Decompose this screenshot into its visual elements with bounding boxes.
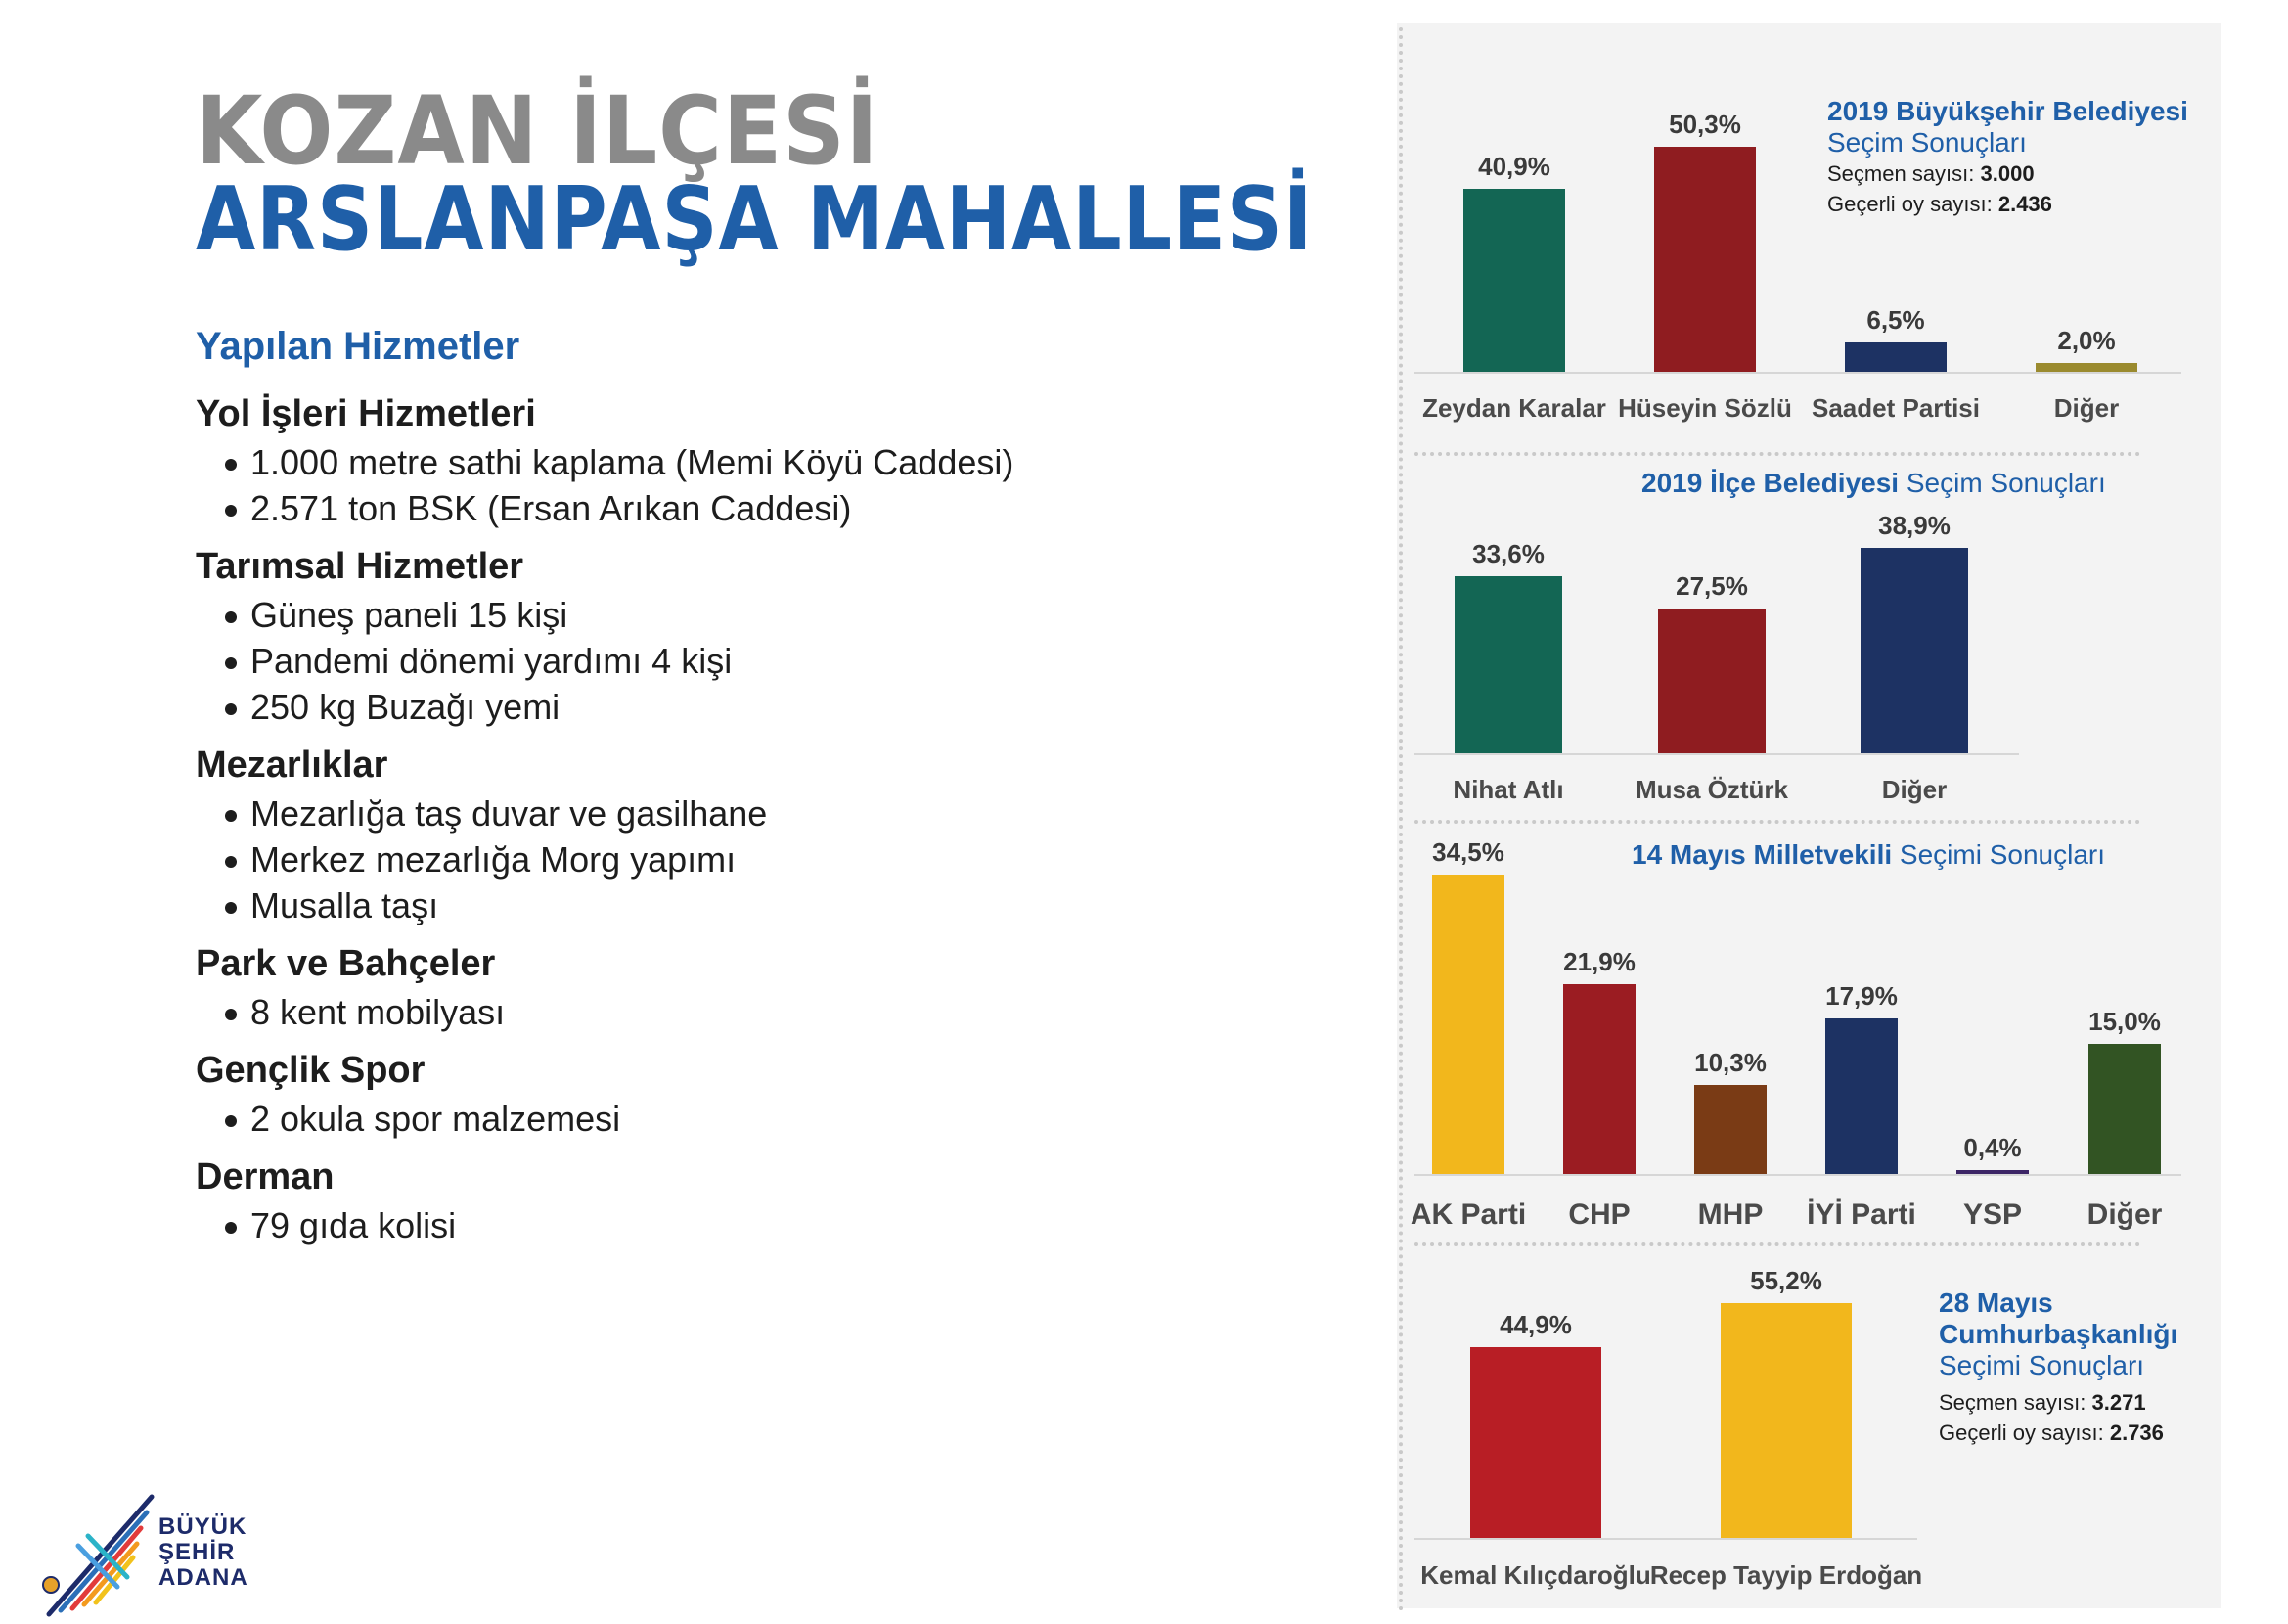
bar-mhp	[1694, 1085, 1767, 1174]
bar-saadet-partisi	[1845, 342, 1947, 372]
service-item-text: 8 kent mobilyası	[250, 992, 506, 1032]
service-category	[196, 938, 1272, 1035]
bullet-icon	[225, 1115, 237, 1127]
bar-musa-zt-rk	[1658, 609, 1766, 753]
neighborhood-title: ARSLANPAŞA MAHALLESİ	[196, 168, 1314, 271]
service-category	[196, 541, 1272, 730]
bullet-icon	[225, 902, 237, 914]
bar-value-label: 0,4%	[1963, 1133, 2022, 1162]
bullet-icon	[225, 1222, 237, 1234]
category-label: MHP	[1697, 1198, 1764, 1231]
category-label: Kemal Kılıçdaroğlu	[1420, 1560, 1651, 1590]
service-item-text: 79 gıda kolisi	[250, 1205, 457, 1245]
bar-value-label: 21,9%	[1563, 946, 1636, 976]
service-category-title: Tarımsal Hizmetler	[196, 546, 524, 587]
bar-value-label: 40,9%	[1478, 151, 1550, 181]
service-category-title: Mezarlıklar	[196, 744, 388, 786]
service-item-text: Güneş paneli 15 kişi	[250, 595, 568, 635]
service-item	[225, 638, 1272, 684]
services-title: Yapılan Hizmetler	[196, 325, 520, 368]
category-label: Musa Öztürk	[1635, 775, 1789, 804]
bullet-icon	[225, 703, 237, 715]
bar-value-label: 33,6%	[1472, 538, 1545, 568]
service-category	[196, 388, 1272, 531]
bar-value-label: 55,2%	[1750, 1266, 1822, 1295]
bullet-icon	[225, 657, 237, 669]
service-category	[196, 740, 1272, 928]
service-item	[225, 882, 1272, 928]
category-label: Diğer	[1881, 775, 1948, 804]
category-label: Diğer	[2053, 393, 2120, 423]
bar-nihat-atl-	[1455, 576, 1562, 753]
service-item	[225, 790, 1272, 836]
bar-value-label: 10,3%	[1694, 1047, 1767, 1077]
bullet-icon	[225, 459, 237, 471]
bullet-icon	[225, 1009, 237, 1020]
category-label: AK Parti	[1410, 1198, 1527, 1231]
category-label: Zeydan Karalar	[1422, 393, 1606, 423]
bar-value-label: 15,0%	[2088, 1006, 2161, 1036]
service-category-title: Derman	[196, 1156, 335, 1197]
category-label: CHP	[1568, 1198, 1631, 1231]
logo-text: BÜYÜK ŞEHİR ADANA	[158, 1513, 248, 1591]
service-item-text: 2.571 ton BSK (Ersan Arıkan Caddesi)	[250, 488, 852, 528]
services-section	[196, 325, 1272, 1258]
chart1-title: 2019 Büyükşehir Belediyesi Seçim Sonuçları	[1827, 96, 2188, 158]
service-category	[196, 1151, 1272, 1248]
service-item-text: Pandemi dönemi yardımı 4 kişi	[250, 641, 733, 681]
category-label: Nihat Atlı	[1453, 775, 1564, 804]
services-list	[196, 388, 1272, 1248]
chart1-info: Seçmen sayısı: 3.000 Geçerli oy sayısı: 2.436	[1827, 161, 2052, 216]
bar-di-er	[2088, 1044, 2161, 1174]
chart4-baseline	[1414, 1538, 1917, 1540]
service-item-text: Musalla taşı	[250, 885, 439, 925]
category-label: Hüseyin Sözlü	[1618, 393, 1792, 423]
chart3-baseline	[1414, 1174, 2181, 1176]
service-item	[225, 1096, 1272, 1142]
service-item-text: Mezarlığa taş duvar ve gasilhane	[250, 793, 768, 834]
bar-value-label: 50,3%	[1669, 110, 1741, 139]
bar-i-yi-parti	[1825, 1018, 1898, 1174]
bar-value-label: 17,9%	[1825, 981, 1898, 1012]
bar-value-label: 27,5%	[1676, 570, 1748, 601]
bar-zeydan-karalar	[1463, 189, 1565, 372]
chart-separator	[1414, 1242, 2140, 1246]
service-category-title: Yol İşleri Hizmetleri	[196, 393, 536, 434]
bar-value-label: 34,5%	[1432, 837, 1504, 867]
chart1-baseline	[1414, 372, 2181, 374]
service-item	[225, 439, 1272, 485]
category-label: Diğer	[2086, 1198, 2163, 1231]
service-item	[225, 836, 1272, 882]
bar-di-er	[1861, 548, 1968, 753]
service-item-text: 1.000 metre sathi kaplama (Memi Köyü Caddesi)	[250, 442, 1014, 482]
bar-ak-parti	[1432, 875, 1504, 1174]
service-item-text: 2 okula spor malzemesi	[250, 1099, 621, 1139]
category-label: Saadet Partisi	[1812, 393, 1980, 423]
bar-value-label: 44,9%	[1500, 1309, 1572, 1339]
category-label: İYİ Parti	[1807, 1198, 1916, 1231]
chart4-info: Seçmen sayısı: 3.271 Geçerli oy sayısı: 2.736	[1939, 1390, 2164, 1445]
bar-h-seyin-s-zl-	[1654, 147, 1756, 372]
chart3-title: 14 Mayıs Milletvekili Seçimi Sonuçları	[1632, 839, 2106, 870]
bullet-icon	[225, 505, 237, 517]
category-label: Recep Tayyip Erdoğan	[1649, 1560, 1923, 1590]
service-item	[225, 684, 1272, 730]
bar-ysp	[1956, 1170, 2029, 1174]
service-category-title: Gençlik Spor	[196, 1050, 426, 1091]
chart4-title: 28 Mayıs Cumhurbaşkanlığı Seçimi Sonuçları	[1939, 1287, 2178, 1380]
bar-di-er	[2036, 363, 2137, 372]
chart2-baseline	[1414, 753, 2019, 755]
panel-dotted-border	[1399, 27, 1403, 1612]
chart-separator	[1414, 452, 2140, 456]
bar-value-label: 38,9%	[1878, 511, 1951, 540]
service-item	[225, 1202, 1272, 1248]
service-category-title: Park ve Bahçeler	[196, 943, 496, 984]
district-title: KOZAN İLÇESİ	[196, 76, 879, 186]
service-category	[196, 1045, 1272, 1142]
service-item-text: 250 kg Buzağı yemi	[250, 687, 561, 727]
bullet-icon	[225, 856, 237, 868]
bar-value-label: 6,5%	[1866, 305, 1925, 336]
bar-chp	[1563, 984, 1636, 1174]
bar-recep-tayyip-erdo-an	[1721, 1303, 1852, 1538]
bullet-icon	[225, 810, 237, 822]
bullet-icon	[225, 611, 237, 623]
service-item-text: Merkez mezarlığa Morg yapımı	[250, 839, 737, 880]
service-item	[225, 485, 1272, 531]
chart2-title: 2019 İlçe Belediyesi Seçim Sonuçları	[1641, 468, 2106, 498]
bar-kemal-k-l-daro-lu	[1470, 1347, 1601, 1538]
service-item	[225, 592, 1272, 638]
chart-separator	[1414, 820, 2140, 824]
service-item	[225, 989, 1272, 1035]
category-label: YSP	[1962, 1198, 2023, 1231]
bar-value-label: 2,0%	[2057, 325, 2116, 355]
